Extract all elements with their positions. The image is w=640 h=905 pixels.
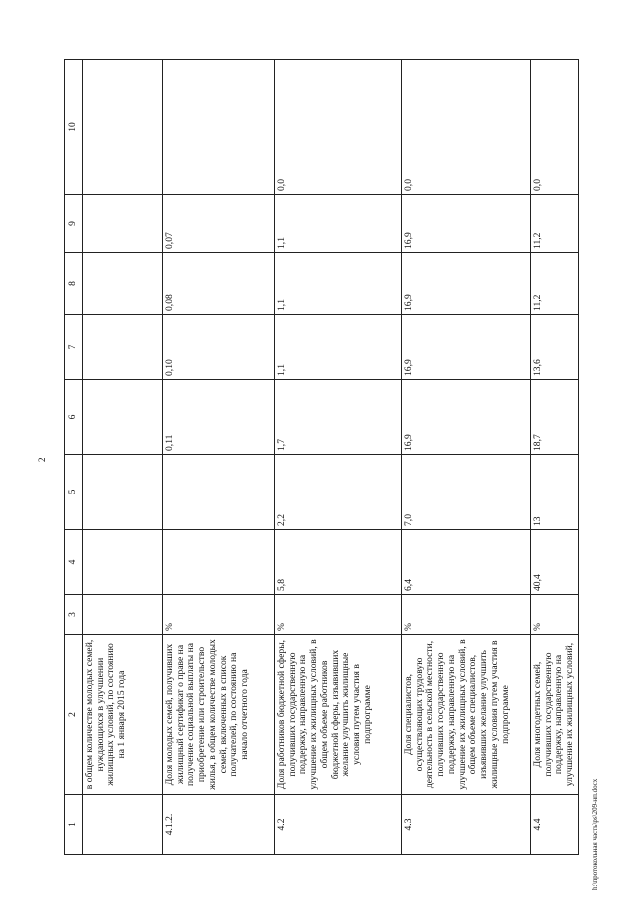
column-header: 10 bbox=[65, 60, 83, 195]
row-value: 0,0 bbox=[402, 60, 531, 195]
row-value: 1,1 bbox=[275, 195, 402, 253]
row-name: Доля специалистов, осуществляющих трудовую деятельность в сельской местности, получивших государственную поддержку, направленную на улучшение их жилищных условий, в общем объеме специалистов, изъявивших желание улучшить жилищные условия путем участия в подпрограмме bbox=[402, 635, 531, 795]
row-value: 1,1 bbox=[275, 315, 402, 380]
row-value: 18,7 bbox=[531, 380, 579, 455]
row-code: 4.3 bbox=[402, 795, 531, 855]
row-value bbox=[83, 380, 163, 455]
row-value: 2,2 bbox=[275, 455, 402, 530]
row-value: 11,2 bbox=[531, 195, 579, 253]
table-row bbox=[163, 60, 275, 855]
column-header: 4 bbox=[65, 530, 83, 595]
row-value: 40,4 bbox=[531, 530, 579, 595]
row-code bbox=[83, 795, 163, 855]
row-value: 0,08 bbox=[163, 253, 275, 315]
row-value bbox=[163, 60, 275, 195]
row-value: 1,7 bbox=[275, 380, 402, 455]
row-name: в общем количестве молодых семей, нуждающихся в улучшении жилищных условий, по состоянию на 1 января 2015 года bbox=[83, 635, 163, 795]
table-row bbox=[275, 60, 402, 855]
row-value: 16,9 bbox=[402, 195, 531, 253]
table-header-row bbox=[65, 60, 83, 855]
row-value bbox=[83, 60, 163, 195]
row-value: 0,0 bbox=[531, 60, 579, 195]
row-value: 13 bbox=[531, 455, 579, 530]
row-value: 0,10 bbox=[163, 315, 275, 380]
row-value: 1,1 bbox=[275, 253, 402, 315]
row-name: Доля молодых семей, получивших жилищный сертификат о праве на получение социальной выплаты на приобретение или строительство жилья, в общем количестве молодых семей, включенных в список получателей, по состоянию на начало отчетного года bbox=[163, 635, 275, 795]
row-value bbox=[163, 530, 275, 595]
table-row bbox=[531, 60, 579, 855]
row-value: 16,9 bbox=[402, 315, 531, 380]
row-value: 5,8 bbox=[275, 530, 402, 595]
row-unit bbox=[83, 595, 163, 635]
row-value bbox=[83, 530, 163, 595]
row-value: 11,2 bbox=[531, 253, 579, 315]
row-value bbox=[83, 195, 163, 253]
column-header: 1 bbox=[65, 795, 83, 855]
column-header: 5 bbox=[65, 455, 83, 530]
row-value bbox=[83, 253, 163, 315]
table-row bbox=[402, 60, 531, 855]
indicator-table bbox=[64, 59, 579, 855]
page-number: 2 bbox=[37, 457, 47, 462]
table-row bbox=[83, 60, 163, 855]
row-value bbox=[83, 315, 163, 380]
column-header: 6 bbox=[65, 380, 83, 455]
row-value bbox=[163, 455, 275, 530]
row-unit: % bbox=[531, 595, 579, 635]
row-value: 16,9 bbox=[402, 253, 531, 315]
row-value: 0,11 bbox=[163, 380, 275, 455]
column-header: 9 bbox=[65, 195, 83, 253]
column-header: 3 bbox=[65, 595, 83, 635]
row-code: 4.1.2. bbox=[163, 795, 275, 855]
rotated-table-container bbox=[64, 60, 576, 855]
row-value: 6,4 bbox=[402, 530, 531, 595]
row-value: 0,0 bbox=[275, 60, 402, 195]
row-code: 4.4 bbox=[531, 795, 579, 855]
row-value bbox=[83, 455, 163, 530]
footer-file-path: h:\протокольная часть\ps\209-нп.docx bbox=[591, 778, 599, 890]
row-unit: % bbox=[402, 595, 531, 635]
row-value: 16,9 bbox=[402, 380, 531, 455]
row-value: 7,0 bbox=[402, 455, 531, 530]
row-unit: % bbox=[275, 595, 402, 635]
row-code: 4.2 bbox=[275, 795, 402, 855]
column-header: 7 bbox=[65, 315, 83, 380]
row-value: 13,6 bbox=[531, 315, 579, 380]
row-name: Доля работников бюджетной сферы, получивших государственную поддержку, направленную на улучшение их жилищных условий, в общем объеме работников бюджетной сферы, изъявивших желание улучшить жилищные условия путем участия в подпрограмме bbox=[275, 635, 402, 795]
column-header: 2 bbox=[65, 635, 83, 795]
row-unit: % bbox=[163, 595, 275, 635]
row-name: Доля многодетных семей, получивших государственную поддержку, направленную на улучшение их жилищных условий, bbox=[531, 635, 579, 795]
column-header: 8 bbox=[65, 253, 83, 315]
row-value: 0,07 bbox=[163, 195, 275, 253]
